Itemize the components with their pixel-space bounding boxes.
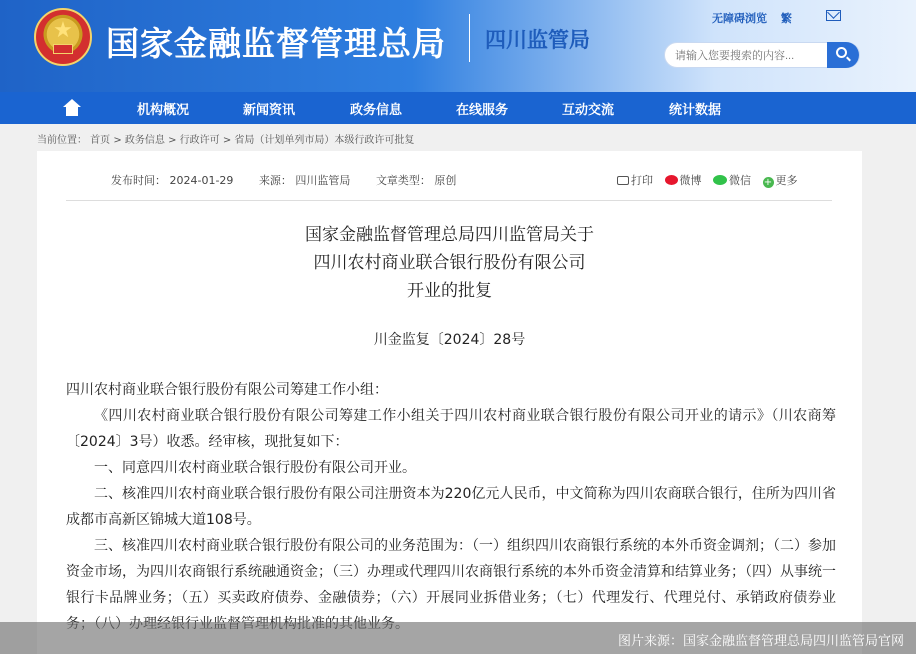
title-line: 国家金融监督管理总局四川监管局关于 (305, 225, 594, 245)
search-button[interactable] (827, 42, 859, 68)
wechat-label: 微信 (729, 174, 751, 187)
weibo-share-button[interactable] (665, 174, 702, 187)
article-source: 来源： 四川监管局 (258, 174, 351, 187)
search-icon (836, 47, 847, 58)
breadcrumb[interactable]: 当前位置： 首页 > 政务信息 > 行政许可 > 省局（计划单列市局）本级行政许可批复 (37, 135, 415, 146)
paragraph: 《四川农村商业联合银行股份有限公司筹建工作小组关于四川农村商业联合银行股份有限公司开业的请示》（川农商筹〔2024〕3号）收悉。经审核，现批复如下： (66, 408, 836, 450)
search-box (664, 42, 860, 68)
home-icon[interactable] (62, 99, 82, 117)
title-line: 四川农村商业联合银行股份有限公司 (313, 253, 586, 273)
title-line: 开业的批复 (407, 281, 492, 301)
image-caption: 图片来源：国家金融监督管理总局四川监管局官网 (617, 634, 904, 649)
salutation: 四川农村商业联合银行股份有限公司筹建工作小组： (66, 382, 388, 398)
accessibility-link[interactable]: 无障碍浏览 (712, 12, 767, 25)
print-label: 打印 (631, 174, 653, 187)
print-button[interactable] (617, 174, 653, 187)
emblem-gate-icon (53, 44, 73, 54)
site-title[interactable]: 国家金融监督管理总局 (106, 24, 446, 63)
more-share-button[interactable] (763, 174, 798, 187)
share-bar (617, 172, 806, 188)
emblem-star-icon: ★ (53, 18, 73, 43)
paragraph: 一、同意四川农村商业联合银行股份有限公司开业。 (94, 460, 416, 476)
article-type: 文章类型： 原创 (375, 174, 457, 187)
main-nav (0, 92, 916, 124)
nav-item-news[interactable]: 新闻资讯 (243, 103, 296, 118)
mail-icon[interactable] (826, 10, 841, 21)
document-title (37, 221, 862, 305)
more-label: 更多 (775, 174, 798, 187)
weibo-label: 微博 (679, 174, 702, 187)
plus-icon: + (763, 177, 773, 188)
image-caption-bar (0, 622, 916, 654)
article-card (37, 151, 862, 654)
meta-divider (66, 200, 832, 201)
weibo-icon (665, 175, 678, 185)
document-number: 川金监复〔2024〕28号 (373, 332, 526, 348)
printer-icon (617, 176, 629, 185)
search-input[interactable] (675, 47, 823, 65)
nav-item-statistics[interactable]: 统计数据 (669, 103, 722, 118)
article-body (66, 377, 836, 637)
sub-title[interactable]: 四川监管局 (485, 27, 590, 52)
nav-item-online-service[interactable]: 在线服务 (456, 103, 509, 118)
paragraph: 三、核准四川农村商业联合银行股份有限公司的业务范围为：（一）组织四川农商银行系统的本外币资金调剂；（二）参加资金市场，为四川农商银行系统融通资金；（三）办理或代理四川农商银行系统的本外币资金清算和结算业务；（四）从事统一银行卡品牌业务；（五）买卖政府债券、金融债券；（六）开展同业拆借业务；（七）代理发行、代理兑付、承销政府债券业 (66, 538, 836, 606)
nav-item-about[interactable]: 机构概况 (137, 103, 190, 118)
paragraph: 二、核准四川农村商业联合银行股份有限公司注册资本为220亿元人民币，中文简称为四川农商联合银行，住所为四川省成都市高新区锦城大道108号。 (66, 486, 836, 528)
nav-item-gov-info[interactable]: 政务信息 (350, 103, 403, 118)
top-links (712, 10, 802, 26)
traditional-chinese-link[interactable]: 繁 (780, 12, 792, 25)
publish-time: 发布时间： 2024-01-29 (111, 174, 234, 187)
national-emblem-icon (34, 8, 92, 66)
article-meta (111, 172, 478, 188)
nav-item-interaction[interactable]: 互动交流 (562, 103, 615, 118)
wechat-icon (713, 175, 727, 185)
site-header (0, 0, 916, 92)
wechat-share-button[interactable] (713, 174, 751, 187)
header-divider (469, 14, 470, 62)
